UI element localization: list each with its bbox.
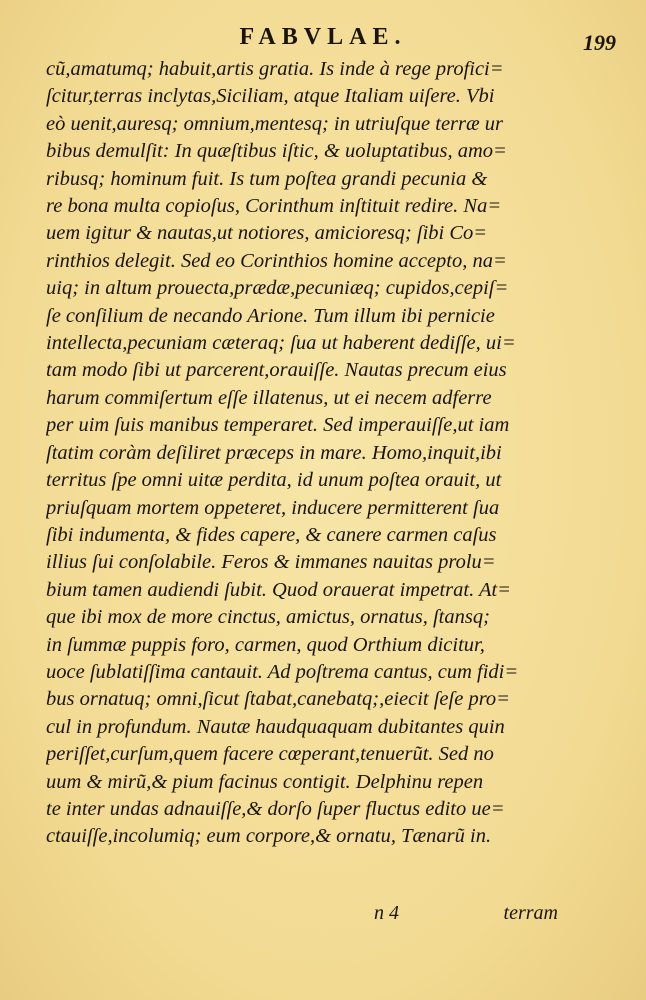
text-line: cũ,amatumq; habuit,artis gratia. Is inde à rege profici= bbox=[46, 58, 504, 80]
text-line: te inter undas adnauiſſe,& dorſo ſuper fluctus edito ue= bbox=[46, 797, 505, 820]
text-line: bibus demulſit: In quæſtibus iſtic, & uoluptatibus, amo= bbox=[46, 140, 507, 163]
text-line: periſſet,curſum,quem facere cœperant,tenuerũt. Sed no bbox=[46, 743, 494, 766]
text-line: cul in profundum. Nautæ haudquaquam dubitantes quin bbox=[46, 715, 505, 738]
text-line: uiq; in altum prouecta,prædæ,pecuniæq; cupidos,cepiſ= bbox=[46, 277, 509, 300]
page-number: 199 bbox=[583, 30, 616, 55]
catchword: terram bbox=[503, 902, 558, 924]
text-line: rinthios delegit. Sed eo Corinthios homine accepto, na= bbox=[46, 249, 507, 272]
signature-mark: n 4 bbox=[374, 902, 399, 924]
text-line: harum commiſertum eſſe illatenus, ut ei necem adferre bbox=[46, 386, 492, 409]
text-line: tam modo ſibi ut parcerent,orauiſſe. Nautas precum eius bbox=[46, 359, 507, 382]
text-line: bium tamen audiendi ſubit. Quod orauerat impetrat. At= bbox=[46, 578, 512, 601]
text-line: priuſquam mortem oppeteret, inducere permitterent ſua bbox=[46, 496, 500, 519]
text-line: ctauiſſe,incolumiq; eum corpore,& ornatu, Tænarũ in. bbox=[46, 825, 492, 848]
text-line: eò uenit,auresq; omnium,mentesq; in utriuſque terræ ur bbox=[46, 112, 504, 135]
text-line: bus ornatuq; omni,ſicut ſtabat,canebatq;,eiecit ſeſe pro= bbox=[46, 688, 510, 711]
running-title: FABVLAE. bbox=[239, 24, 407, 50]
text-line: uoce ſublatiſſima cantauit. Ad poſtrema cantus, cum fidi= bbox=[46, 660, 519, 683]
text-line: uum & mirũ,& pium facinus contigit. Delphinu repen bbox=[46, 770, 484, 793]
text-line: per uim ſuis manibus temperaret. Sed imperauiſſe,ut iam bbox=[46, 414, 510, 437]
page-footer bbox=[46, 902, 566, 932]
text-line: ribusq; hominum fuit. Is tum poſtea grandi pecunia & bbox=[46, 167, 488, 190]
text-line: intellecta,pecuniam cæteraq; ſua ut haberent dediſſe, ui= bbox=[46, 332, 516, 355]
text-line: re bona multa copioſus, Corinthum inſtituit redire. Na= bbox=[46, 195, 502, 218]
text-line: ſe conſilium de necando Arione. Tum illum ibi pernicie bbox=[46, 304, 495, 327]
text-line: que ibi mox de more cinctus, amictus, ornatus, ſtansq; bbox=[46, 606, 490, 629]
text-line: illius ſui conſolabile. Feros & immanes nauitas prolu= bbox=[46, 551, 496, 574]
text-line: in ſummæ puppis foro, carmen, quod Orthium dicitur, bbox=[46, 633, 485, 656]
text-line: uem igitur & nautas,ut notiores, amicioresq; ſibi Co= bbox=[46, 222, 488, 245]
text-line: ſibi indumenta, & fides capere, & canere carmen caſus bbox=[46, 523, 497, 546]
text-line: territus ſpe omni uitæ perdita, id unum poſtea orauit, ut bbox=[46, 469, 502, 492]
body-text bbox=[46, 56, 566, 851]
text-line: ſcitur,terras inclytas,Siciliam, atque Italiam uiſere. Vbi bbox=[46, 85, 495, 108]
text-line: ſtatim coràm deſiliret præceps in mare. Homo,inquit,ibi bbox=[46, 441, 502, 464]
